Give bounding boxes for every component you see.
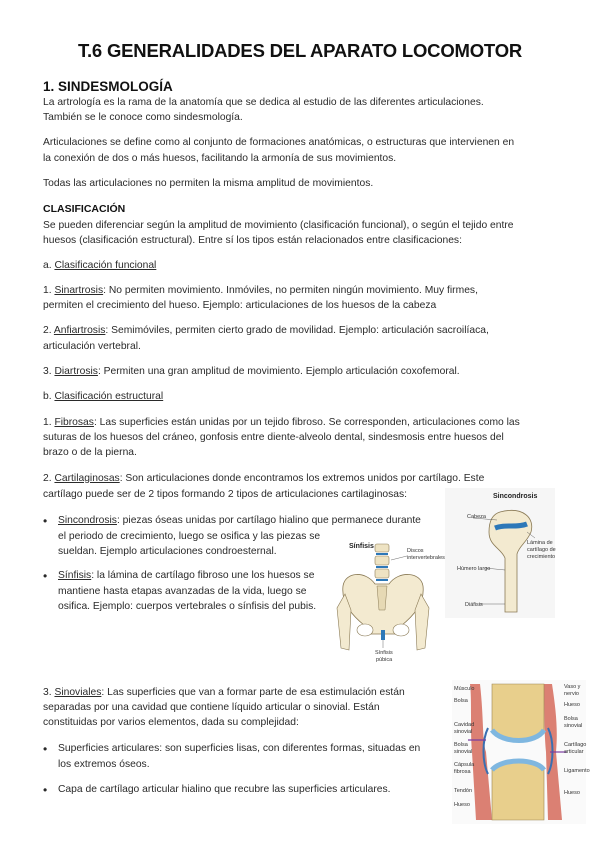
label-cartilago: cartílago de bbox=[527, 547, 556, 553]
label-humero: Húmero largo bbox=[457, 566, 491, 572]
paragraph-line: También se le conoce como sindesmología. bbox=[43, 112, 243, 123]
label-left: Hueso bbox=[454, 802, 470, 808]
paragraph-line: separadas por una cavidad que contiene líquido articular o sinovial. Están bbox=[43, 702, 380, 713]
label-right: Ligamento bbox=[564, 768, 590, 774]
item-sinoviales: 3. Sinoviales: Las superficies que van a formar parte de esa estimulación están bbox=[43, 687, 405, 698]
subheading-text: Clasificación estructural bbox=[54, 391, 164, 402]
item-sinartrosis: 1. Sinartrosis: No permiten movimiento. Inmóviles, no permiten ningún movimiento. Muy firmes, bbox=[43, 285, 478, 296]
page-title: T.6 GENERALIDADES DEL APARATO LOCOMOTOR bbox=[77, 40, 523, 61]
sinovial-figure bbox=[452, 680, 590, 824]
figure-background bbox=[445, 488, 555, 618]
label-left: Cavidad bbox=[454, 722, 475, 728]
label-pubica: púbica bbox=[376, 657, 393, 663]
label-left: sinovial bbox=[454, 729, 473, 735]
paragraph-line: brazo o de la pierna. bbox=[43, 447, 137, 458]
sincondrosis-figure bbox=[445, 488, 555, 618]
item-fibrosas: 1. Fibrosas: Las superficies están unidas por un tejido fibroso. Se corresponden, articulaciones como las bbox=[43, 417, 520, 428]
subheading-prefix: a. bbox=[43, 260, 55, 271]
paragraph-line: Se pueden diferenciar según la amplitud de movimiento (clasificación funcional), o según el tejido entre bbox=[43, 220, 514, 231]
section-heading-sindesmologia: 1. SINDESMOLOGÍA bbox=[43, 79, 173, 94]
label-left: Tendón bbox=[454, 788, 473, 794]
pubic-symphysis-cartilage bbox=[381, 630, 385, 640]
label-right: Hueso bbox=[564, 702, 580, 708]
item-diartrosis: 3. Diartrosis: Permiten una gran amplitud de movimiento. Ejemplo articulación coxofemoral. bbox=[43, 366, 460, 377]
paragraph-line: la conexión de dos o más huesos, facilitando la armonía de sus movimientos. bbox=[43, 153, 397, 164]
paragraph-line: mantiene hasta etapas avanzadas de la vida, luego se bbox=[58, 586, 307, 597]
label-left: Bolsa bbox=[454, 742, 468, 748]
label-right: Cartílago bbox=[564, 742, 587, 748]
paragraph-line: sueldan. Ejemplo articulaciones condroesternal. bbox=[58, 546, 277, 557]
label-intervertebrales: intervertebrales bbox=[407, 555, 445, 561]
label-right: Vaso y bbox=[564, 684, 581, 690]
label-sinfisis: Sínfisis bbox=[375, 650, 393, 656]
label-right: Bolsa bbox=[564, 716, 578, 722]
label-right: Hueso bbox=[564, 790, 580, 796]
label-cabeza: Cabeza bbox=[467, 514, 486, 520]
subheading-prefix: b. bbox=[43, 391, 55, 402]
clasificacion-heading: CLASIFICACIÓN bbox=[43, 203, 126, 215]
paragraph-line: cartílago puede ser de 2 tipos formando 2 tipos de articulaciones cartilaginosas: bbox=[43, 489, 408, 500]
subheading-text: Clasificación funcional bbox=[54, 260, 157, 271]
paragraph-line: articulación vertebral. bbox=[43, 341, 141, 352]
paragraph-line: huesos (clasificación estructural). Entre sí los tipos están relacionados entre clasificaciones: bbox=[43, 235, 462, 246]
lower-bone bbox=[492, 761, 544, 820]
bullet-icon: • bbox=[43, 569, 48, 583]
subheading-funcional bbox=[43, 258, 553, 274]
item-anfiartrosis: 2. Anfiartrosis: Semimóviles, permiten cierto grado de movilidad. Ejemplo: articulación sacroilíaca, bbox=[43, 325, 489, 336]
document-page: T.6 GENERALIDADES DEL APARATO LOCOMOTOR 1. SINDESMOLOGÍA La artrología es la rama de la anatomía que se dedica al estudio de las diferentes articulaciones. También se le conoce como sindesmología. Articulaciones se define como al conjunto de formaciones anatómicas, o estructuras que intervienen en la conexión de dos o más huesos, facilitando la armonía de sus movimientos. Todas las articulaciones no permiten la misma amplitud de movimientos. CLASIFICACIÓN Se pueden diferenciar según la amplitud de movimiento (clasificación funcional), o según el tejido entre huesos (clasificación estructural). Entre sí los tipos están relacionados entre clasificaciones: a. Clasificación funcional 1. Sinartrosis: No permiten movimiento. Inmóviles, no permiten ningún movimiento. Muy firmes, permiten el crecimiento del hueso. Ejemplo: articulaciones de los huesos de la cabeza 2. Anfiartrosis: Semimóviles, permiten cierto grado de movilidad. Ejemplo: articulación sacroilíaca, articulación vertebral. 3. Diartrosis: Permiten una gran amplitud de movimiento. Ejemplo articulación coxofemoral. b. Clasificación estructural 1. Fibrosas: Las superficies están unidas por un tejido fibroso. Se corresponden, articulaciones como las suturas de los huesos del cráneo, gonfosis entre diente-alveolo dental, sindesmosis entre huesos del brazo o de la pierna. 2. Cartilaginosas: Son articulaciones donde encontramos los extremos unidos por cartílago. Este cartílago puede ser de 2 tipos formando 2 tipos de articulaciones cartilaginosas: • Sincondrosis: piezas óseas unidas por cartílago hialino que permanece durante el periodo de crecimiento, luego se osifica y las piezas se sueldan. Ejemplo articulaciones condroesternal. • Sínfisis: la lámina de cartílago fibroso une los huesos se mantiene hasta etapas avanzadas de la vida, luego se osifica. Ejemplo: cuerpos vertebrales o sínfisis del pubis. 3. Sinoviales: Las superficies que van a formar parte de esa estimulación están separadas por una cavidad que contiene líquido articular o sinovial. Están constituidas por varios elementos, dada su complejidad: • Superficies articulares: son superficies lisas, con diferentes formas, situadas en los extremos óseos. • Capa de cartílago articular hialino que recubre las superficies articulares. Sincondrosis Cabeza Lámina de cartílago de crecimiento Húmero largo Diáfisis Sínfisis Discos intervertebrales Sínfisis púbica Músculo Bolsa Cavidad sinovial Bolsa sinovial Cápsula fibrosa Tendón Hueso Vaso y nervio Hueso Bolsa sinovial Cartílago articular Ligamento Hueso bbox=[0, 0, 600, 848]
label-right: sinovial bbox=[564, 723, 583, 729]
paragraph-line: constituidas por varios elementos, dada su complejidad: bbox=[43, 717, 299, 728]
upper-bone bbox=[492, 684, 544, 741]
growth-plate-cartilage bbox=[495, 524, 527, 528]
label-right: nervio bbox=[564, 691, 579, 697]
label-discos: Discos bbox=[407, 548, 424, 554]
paragraph-line: Articulaciones se define como al conjunto de formaciones anatómicas, o estructuras que intervienen en bbox=[43, 137, 515, 148]
label-left: fibrosa bbox=[454, 769, 471, 775]
label-lamina: Lámina de bbox=[527, 540, 553, 546]
subheading-estructural bbox=[43, 389, 553, 405]
label-crecimiento: crecimiento bbox=[527, 554, 556, 560]
paragraph-line: osifica. Ejemplo: cuerpos vertebrales o sínfisis del pubis. bbox=[58, 601, 317, 612]
paragraph-line: suturas de los huesos del cráneo, gonfosis entre diente-alveolo dental, sindesmosis entre huesos del bbox=[43, 432, 504, 443]
paragraph-line: el periodo de crecimiento, luego se osifica y las piezas se bbox=[58, 531, 321, 542]
paragraph-line: Todas las articulaciones no permiten la misma amplitud de movimientos. bbox=[43, 178, 374, 189]
item-cartilaginosas: 2. Cartilaginosas: Son articulaciones donde encontramos los extremos unidos por cartílago. Este bbox=[43, 473, 485, 484]
figure-title: Sincondrosis bbox=[493, 493, 538, 500]
bullet-icon: • bbox=[43, 514, 48, 528]
label-right: articular bbox=[564, 749, 584, 755]
label-left: Bolsa bbox=[454, 698, 468, 704]
figure-title: Sínfisis bbox=[349, 543, 374, 550]
label-left: Cápsula bbox=[454, 762, 475, 768]
sinfisis-figure bbox=[335, 538, 453, 664]
label-left: Músculo bbox=[454, 686, 475, 692]
paragraph-line: La artrología es la rama de la anatomía que se dedica al estudio de las diferentes articulaciones. bbox=[43, 97, 484, 108]
bullet-icon: • bbox=[43, 742, 48, 756]
label-diafisis: Diáfisis bbox=[465, 602, 483, 608]
label-left: sinovial bbox=[454, 749, 473, 755]
paragraph-line: permiten el crecimiento del hueso. Ejemplo: articulaciones de los huesos de la cabeza bbox=[43, 300, 437, 311]
paragraph-line: los extremos óseos. bbox=[58, 759, 150, 770]
bullet-icon: • bbox=[43, 783, 48, 797]
